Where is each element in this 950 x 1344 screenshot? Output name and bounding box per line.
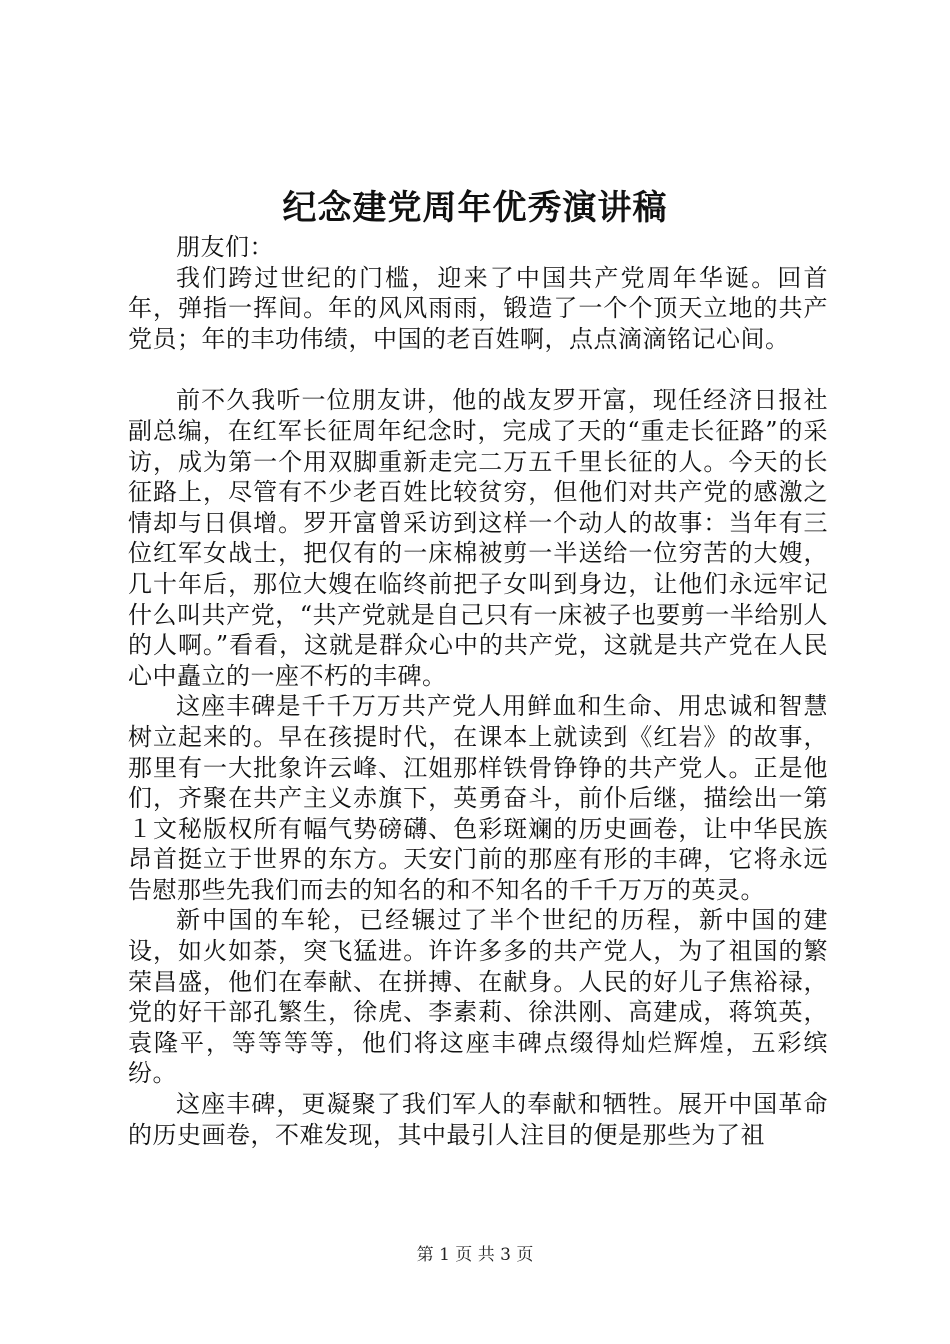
paragraph-2: 前不久我听一位朋友讲，他的战友罗开富，现任经济日报社副总编，在红军长征周年纪念时，完成了天的“重走长征路”的采访，成为第一个用双脚重新走完二万五千里长征的人。今天的长征路上，尽管有不少老百姓比较贫穷，但他们对共产党的感激之情却与日俱增。罗开富曾采访到这样一个动人的故事：当年有三位红军女战士，把仅有的一床棉被剪一半送给一位穷苦的大嫂，几十年后，那位大嫂在临终前把子女叫到身边，让他们永远牢记什么叫共产党，“共产党就是自己只有一床被子也要剪一半给别人的人啊。”看看，这就是群众心中的共产党，这就是共产党在人民心中矗立的一座不朽的丰碑。 (128, 386, 828, 690)
paragraph-3: 这座丰碑是千千万万共产党人用鲜血和生命、用忠诚和智慧树立起来的。早在孩提时代，在课本上就读到《红岩》的故事，那里有一大批象许云峰、江姐那样铁骨铮铮的共产党人。正是他们，齐聚在共产主义赤旗下，英勇奋斗，前仆后继，描绘出一第１文秘版权所有幅气势磅礴、色彩斑斓的历史画卷，让中华民族昂首挺立于世界的东方。天安门前的那座有形的丰碑，它将永远告慰那些先我们而去的知名的和不知名的千千万万的英灵。 (128, 692, 828, 904)
page-number-footer: 第 1 页 共 3 页 (416, 1245, 534, 1265)
document-body (128, 232, 828, 1150)
paragraph-1: 我们跨过世纪的门槛，迎来了中国共产党周年华诞。回首年，弹指一挥间。年的风风雨雨，锻造了一个个顶天立地的共产党员；年的丰功伟绩，中国的老百姓啊，点点滴滴铭记心间。 (128, 263, 828, 353)
document-title: 纪念建党周年优秀演讲稿 (282, 188, 668, 228)
paragraph-spacer (128, 354, 828, 385)
paragraph-4: 新中国的车轮，已经辗过了半个世纪的历程，新中国的建设，如火如荼，突飞猛进。许许多多的共产党人，为了祖国的繁荣昌盛，他们在奉献、在拼搏、在献身。人民的好儿子焦裕禄，党的好干部孔繁生，徐虎、李素莉、徐洪刚、高建成，蒋筑英，袁隆平，等等等等，他们将这座丰碑点缀得灿烂辉煌，五彩缤纷。 (128, 906, 828, 1088)
paragraph-5: 这座丰碑，更凝聚了我们军人的奉献和牺牲。展开中国革命的历史画卷，不难发现，其中最引人注目的便是那些为了祖 (128, 1090, 828, 1149)
paragraph-greeting: 朋友们： (176, 233, 274, 261)
